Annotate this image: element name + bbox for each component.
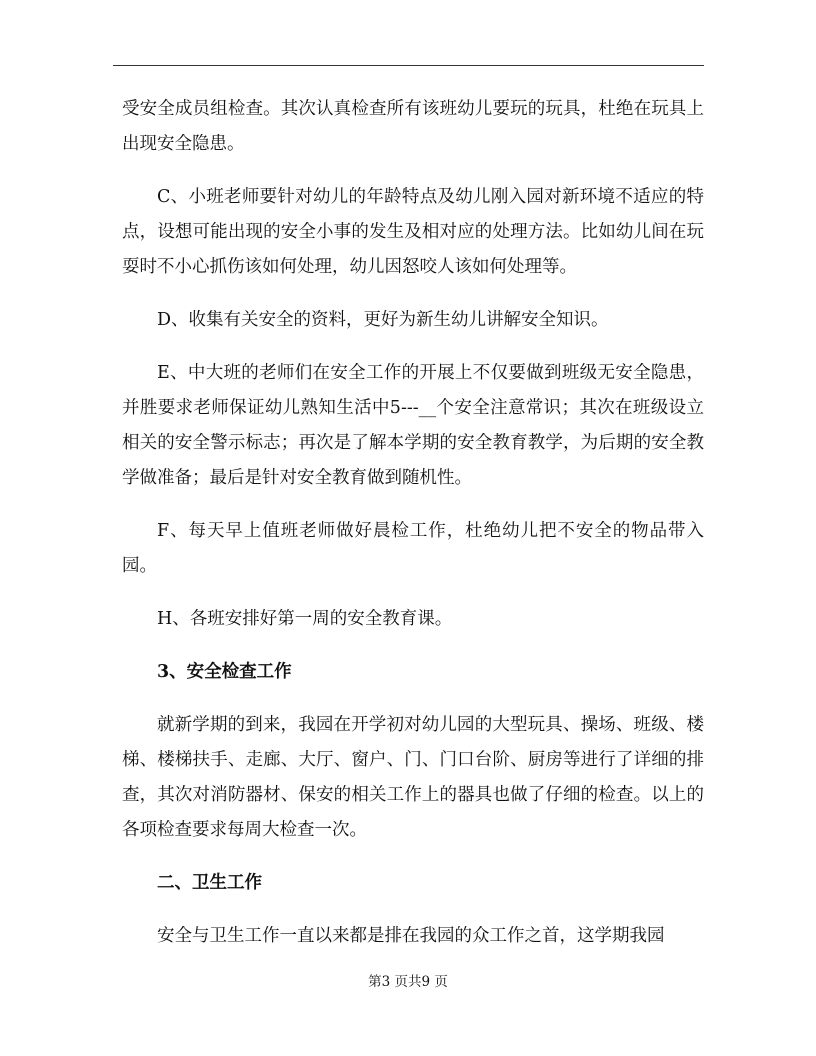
paragraph-item-f: F、每天早上值班老师做好晨检工作，杜绝幼儿把不安全的物品带入园。: [122, 521, 704, 576]
paragraph-item-d: D、收集有关安全的资料，更好为新生幼儿讲解安全知识。: [157, 310, 609, 330]
section-heading-hygiene: 二、卫生工作: [157, 873, 262, 893]
paragraph-item-e: E、中大班的老师们在安全工作的开展上不仅要做到班级无安全隐患，并胜要求老师保证幼儿熟知生活中5---__个安全注意常识；其次在班级设立相关的安全警示标志；再次是了解本学期的安全教育教学，为后期的安全教学做准备；最后是针对安全教育做到随机性。: [122, 363, 704, 488]
paragraph-continuation: 受安全成员组检查。其次认真检查所有该班幼儿要玩的玩具，杜绝在玩具上出现安全隐患。: [122, 99, 704, 154]
paragraph-item-h: H、各班安排好第一周的安全教育课。: [157, 609, 453, 629]
paragraph-safety-check: 就新学期的到来，我园在开学初对幼儿园的大型玩具、操场、班级、楼梯、楼梯扶手、走廊、大厅、窗户、门、门口台阶、厨房等进行了详细的排查，其次对消防器材、保安的相关工作上的器具也做了仔细的检查。以上的各项检查要求每周大检查一次。: [122, 715, 704, 840]
paragraph-hygiene: 安全与卫生工作一直以来都是排在我园的众工作之首，这学期我园: [157, 926, 665, 946]
document-body: [122, 92, 704, 972]
page-number-footer: 第3 页共9 页: [368, 974, 448, 990]
section-heading-safety-check: 3、安全检查工作: [157, 662, 292, 682]
paragraph-item-c: C、小班老师要针对幼儿的年龄特点及幼儿刚入园对新环境不适应的特点，设想可能出现的安全小事的发生及相对应的处理方法。比如幼儿间在玩耍时不小心抓伤该如何处理，幼儿因怒咬人该如何处理等。: [122, 187, 704, 277]
header-rule: [113, 65, 704, 66]
